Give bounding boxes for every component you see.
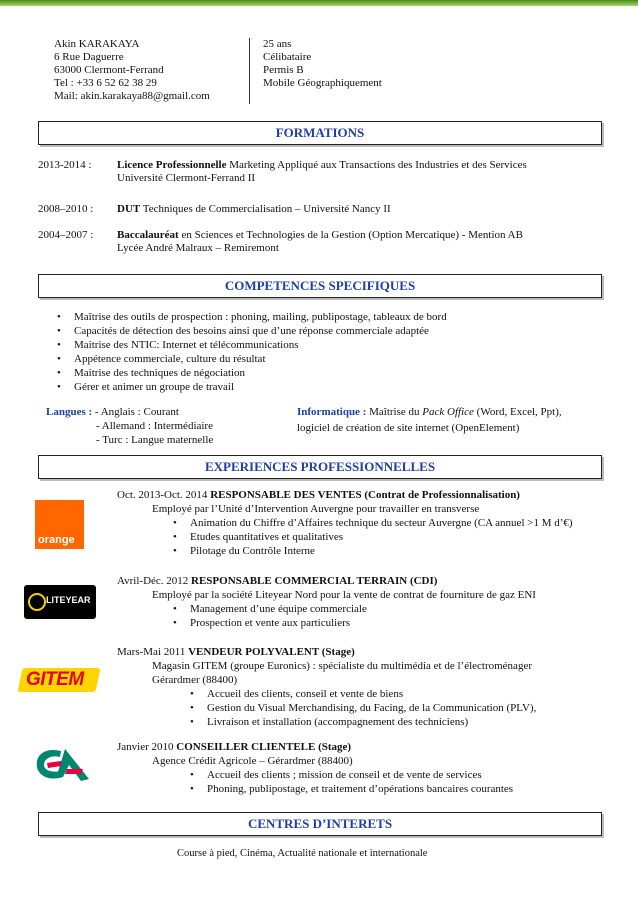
experience-header: [117, 575, 437, 588]
experience-task: • Pilotage du Contrôle Interne: [190, 545, 315, 558]
contact-email[interactable]: Mail: akin.karakaya88@gmail.com: [54, 90, 210, 102]
liteyear-sun-icon: [28, 593, 46, 611]
it-skills-label: Informatique :: [297, 406, 367, 418]
it-skills-text: Maîtrise du: [366, 406, 423, 418]
section-interests-heading: [38, 812, 602, 836]
interests-text: Course à pied, Cinéma, Actualité nationale et internationale: [177, 848, 428, 859]
info-status: Célibataire: [263, 51, 312, 63]
experience-header: [117, 646, 355, 659]
languages-label: Langues :: [46, 406, 93, 418]
credit-agricole-icon: [31, 743, 93, 785]
competence-item: • Capacités de détection des besoins ainsi que d’une réponse commerciale adaptée: [74, 325, 429, 338]
formation-detail: en Sciences et Technologies de la Gestion (Option Mercatique) - Mention AB: [178, 229, 523, 241]
liteyear-logo: [24, 585, 96, 619]
formation-title: Licence Professionnelle: [117, 159, 227, 171]
it-skills-suite: Pack Office: [422, 406, 474, 418]
experience-task: • Management d’une équipe commerciale: [190, 603, 367, 616]
contact-name: Akin KARAKAYA: [54, 38, 140, 50]
contact-street: 6 Rue Daguerre: [54, 51, 124, 63]
formation-school: Lycée André Malraux – Remiremont: [117, 242, 279, 254]
credit-agricole-logo: [31, 743, 93, 785]
experience-period: Oct. 2013-Oct. 2014: [117, 489, 211, 501]
experience-task: • Accueil des clients ; mission de conseil et de vente de services: [207, 769, 482, 782]
liteyear-logo-text: LITEYEAR: [46, 595, 91, 605]
contact-block: [54, 38, 210, 103]
formation-detail: Techniques de Commercialisation – Université Nancy II: [140, 203, 391, 215]
section-formations-heading: [38, 121, 602, 145]
section-title: EXPERIENCES PROFESSIONNELLES: [204, 459, 436, 474]
formation-item: [117, 203, 391, 216]
personal-info-block: [263, 38, 382, 90]
info-license: Permis B: [263, 64, 304, 76]
formation-years: 2004–2007 :: [38, 229, 94, 241]
language-item: - Anglais : Courant: [92, 406, 179, 418]
competence-item: • Maitrise des techniques de négociation: [74, 367, 245, 380]
language-item: - Turc : Langue maternelle: [96, 434, 214, 446]
experience-employer: Employé par l’Unité d’Intervention Auvergne pour travailler en transverse: [152, 503, 480, 515]
experience-task: • Animation du Chiffre d’Affaires technique du secteur Auvergne (CA annuel >1 M d’€): [190, 517, 573, 530]
experience-task: • Prospection et vente aux particuliers: [190, 617, 350, 630]
it-skills-line: [297, 406, 562, 419]
experience-period: Mars-Mai 2011: [117, 646, 189, 658]
experience-header: [117, 741, 351, 754]
section-title: CENTRES D’INTERETS: [247, 816, 393, 831]
experience-employer: Gérardmer (88400): [152, 674, 238, 686]
formation-item: [117, 229, 523, 242]
experience-task: • Gestion du Visual Merchandising, du Facing, de la Communication (PLV),: [207, 702, 536, 715]
contact-city: 63000 Clermont-Ferrand: [54, 64, 164, 76]
section-experiences-heading: [38, 455, 602, 479]
top-accent-bar: [0, 0, 638, 6]
section-title: FORMATIONS: [275, 125, 365, 140]
info-mobility: Mobile Géographiquement: [263, 77, 382, 89]
languages-line: [46, 406, 179, 419]
formation-years: 2008–2010 :: [38, 203, 94, 215]
language-item: - Allemand : Intermédiaire: [96, 420, 213, 432]
formation-title: Baccalauréat: [117, 229, 179, 241]
header-divider: [249, 38, 250, 104]
experience-header: [117, 489, 520, 502]
experience-title: RESPONSABLE COMMERCIAL TERRAIN (CDI): [191, 575, 438, 587]
experience-period: Janvier 2010: [117, 741, 177, 753]
it-skills-line2: logiciel de création de site internet (OpenElement): [297, 422, 520, 434]
section-title: COMPETENCES SPECIFIQUES: [224, 278, 416, 293]
formation-detail: Marketing Appliqué aux Transactions des Industries et des Services: [226, 159, 527, 171]
experience-employer: Agence Crédit Agricole – Gérardmer (88400): [152, 755, 353, 767]
experience-task: • Accueil des clients, conseil et vente de biens: [207, 688, 403, 701]
competence-item: • Maîtrise des outils de prospection : phoning, mailing, publipostage, tableaux de bord: [74, 311, 447, 324]
competence-item: • Gérer et animer un groupe de travail: [74, 381, 234, 394]
formation-school: Université Clermont-Ferrand II: [117, 172, 256, 184]
experience-task: • Livraison et installation (accompagnement des techniciens): [207, 716, 468, 729]
experience-title: CONSEILLER CLIENTELE (Stage): [176, 741, 352, 753]
orange-logo-text: orange: [38, 534, 75, 546]
it-skills-text: (Word, Excel, Ppt),: [473, 406, 562, 418]
competence-item: • Appétence commerciale, culture du résultat: [74, 353, 266, 366]
info-age: 25 ans: [263, 38, 292, 50]
competence-item: • Maitrise des NTIC: Internet et télécommunications: [74, 339, 299, 352]
experience-task: • Phoning, publipostage, et traitement d’opérations bancaires courantes: [207, 783, 513, 796]
experience-employer: Magasin GITEM (groupe Euronics) : spécialiste du multimédia et de l’électroménager: [152, 660, 532, 672]
orange-logo: [35, 500, 84, 549]
experience-task: • Etudes quantitatives et qualitatives: [190, 531, 343, 544]
experience-title: VENDEUR POLYVALENT (Stage): [188, 646, 355, 658]
formation-title: DUT: [117, 203, 141, 215]
contact-phone: Tel : +33 6 52 62 38 29: [54, 77, 157, 89]
experience-title: RESPONSABLE DES VENTES (Contrat de Professionnalisation): [210, 489, 520, 501]
section-competences-heading: [38, 274, 602, 298]
experience-employer: Employé par la société Liteyear Nord pour la vente de contrat de fourniture de gaz ENI: [152, 589, 536, 601]
formation-item: [117, 159, 527, 172]
gitem-logo: [20, 664, 98, 696]
gitem-logo-text: GITEM: [26, 669, 84, 690]
experience-period: Avril-Déc. 2012: [117, 575, 192, 587]
formation-years: 2013-2014 :: [38, 159, 92, 171]
